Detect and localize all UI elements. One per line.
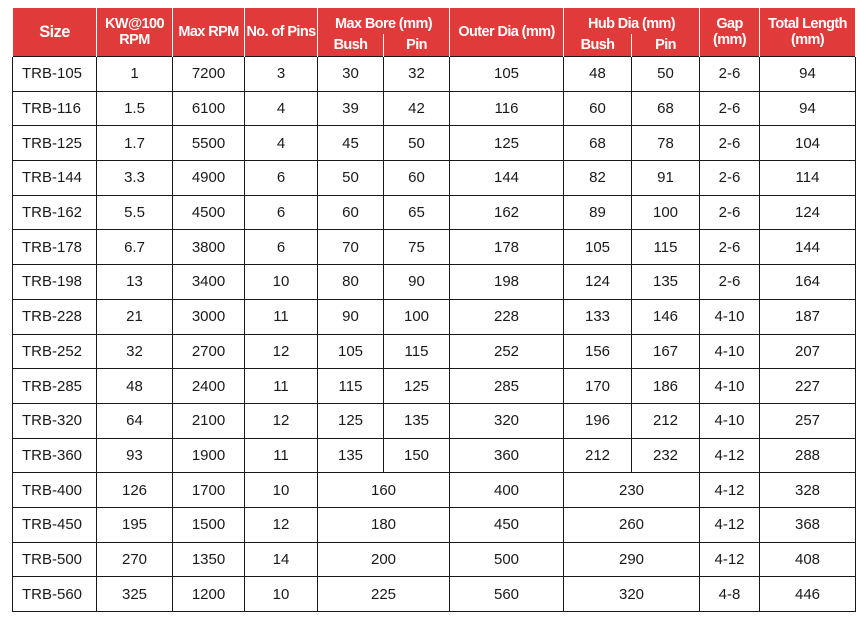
cell-size: TRB-285	[13, 369, 97, 404]
cell-size: TRB-360	[13, 438, 97, 473]
cell-outer-dia: 105	[450, 57, 564, 92]
cell-bore-bush: 90	[318, 299, 384, 334]
cell-max-rpm: 4900	[173, 161, 245, 196]
table-row	[13, 91, 856, 126]
cell-outer-dia: 198	[450, 265, 564, 300]
cell-bore-bush: 50	[318, 161, 384, 196]
table-row	[13, 161, 856, 196]
cell-max-bore: 225	[318, 577, 450, 612]
cell-pins: 10	[245, 265, 318, 300]
cell-size: TRB-105	[13, 57, 97, 92]
cell-hub-pin: 232	[632, 438, 700, 473]
cell-kw: 64	[97, 403, 173, 438]
cell-bore-pin: 60	[384, 161, 450, 196]
cell-bore-bush: 60	[318, 195, 384, 230]
cell-hub-bush: 105	[564, 230, 632, 265]
cell-hub-dia: 230	[564, 473, 700, 508]
cell-pins: 3	[245, 57, 318, 92]
cell-total-length: 446	[760, 577, 856, 612]
cell-hub-bush: 156	[564, 334, 632, 369]
cell-max-rpm: 2700	[173, 334, 245, 369]
cell-gap: 2-6	[700, 230, 760, 265]
cell-gap: 4-10	[700, 403, 760, 438]
cell-size: TRB-560	[13, 577, 97, 612]
cell-hub-pin: 68	[632, 91, 700, 126]
cell-outer-dia: 285	[450, 369, 564, 404]
header-outer-dia: Outer Dia (mm)	[450, 8, 564, 57]
cell-gap: 4-10	[700, 334, 760, 369]
cell-pins: 4	[245, 91, 318, 126]
cell-total-length: 144	[760, 230, 856, 265]
table-row	[13, 507, 856, 542]
cell-kw: 195	[97, 507, 173, 542]
cell-max-rpm: 6100	[173, 91, 245, 126]
cell-outer-dia: 320	[450, 403, 564, 438]
cell-size: TRB-125	[13, 126, 97, 161]
cell-total-length: 408	[760, 542, 856, 577]
header-size: Size	[13, 8, 97, 57]
header-bore-pin: Pin	[384, 34, 450, 57]
cell-bore-pin: 75	[384, 230, 450, 265]
table-body	[13, 57, 856, 612]
cell-size: TRB-400	[13, 473, 97, 508]
cell-max-rpm: 1500	[173, 507, 245, 542]
cell-pins: 6	[245, 161, 318, 196]
cell-bore-pin: 42	[384, 91, 450, 126]
cell-hub-bush: 212	[564, 438, 632, 473]
table-header	[13, 8, 856, 57]
table-row	[13, 299, 856, 334]
cell-kw: 6.7	[97, 230, 173, 265]
header-max-rpm: Max RPM	[173, 8, 245, 57]
cell-bore-bush: 115	[318, 369, 384, 404]
cell-hub-bush: 196	[564, 403, 632, 438]
cell-hub-pin: 100	[632, 195, 700, 230]
cell-gap: 4-10	[700, 369, 760, 404]
cell-gap: 2-6	[700, 57, 760, 92]
cell-bore-bush: 45	[318, 126, 384, 161]
table-row	[13, 577, 856, 612]
header-gap: Gap (mm)	[700, 8, 760, 57]
cell-hub-pin: 78	[632, 126, 700, 161]
cell-max-rpm: 1350	[173, 542, 245, 577]
cell-pins: 10	[245, 473, 318, 508]
cell-outer-dia: 400	[450, 473, 564, 508]
cell-max-rpm: 3000	[173, 299, 245, 334]
cell-bore-pin: 135	[384, 403, 450, 438]
cell-total-length: 227	[760, 369, 856, 404]
cell-pins: 11	[245, 299, 318, 334]
cell-outer-dia: 178	[450, 230, 564, 265]
cell-hub-dia: 290	[564, 542, 700, 577]
cell-gap: 4-12	[700, 542, 760, 577]
cell-gap: 2-6	[700, 161, 760, 196]
cell-hub-dia: 260	[564, 507, 700, 542]
cell-kw: 325	[97, 577, 173, 612]
cell-kw: 3.3	[97, 161, 173, 196]
cell-gap: 2-6	[700, 126, 760, 161]
cell-hub-dia: 320	[564, 577, 700, 612]
cell-bore-bush: 105	[318, 334, 384, 369]
cell-hub-pin: 115	[632, 230, 700, 265]
cell-outer-dia: 116	[450, 91, 564, 126]
cell-size: TRB-144	[13, 161, 97, 196]
cell-gap: 4-12	[700, 473, 760, 508]
cell-total-length: 124	[760, 195, 856, 230]
header-hub-dia: Hub Dia (mm)	[564, 8, 700, 34]
cell-hub-bush: 124	[564, 265, 632, 300]
cell-max-rpm: 1900	[173, 438, 245, 473]
cell-kw: 13	[97, 265, 173, 300]
cell-total-length: 288	[760, 438, 856, 473]
cell-bore-bush: 30	[318, 57, 384, 92]
cell-outer-dia: 162	[450, 195, 564, 230]
cell-pins: 12	[245, 334, 318, 369]
cell-outer-dia: 560	[450, 577, 564, 612]
cell-bore-pin: 150	[384, 438, 450, 473]
cell-outer-dia: 144	[450, 161, 564, 196]
cell-bore-pin: 100	[384, 299, 450, 334]
cell-max-bore: 200	[318, 542, 450, 577]
cell-total-length: 94	[760, 91, 856, 126]
cell-bore-pin: 125	[384, 369, 450, 404]
cell-gap: 2-6	[700, 195, 760, 230]
cell-gap: 2-6	[700, 265, 760, 300]
cell-size: TRB-228	[13, 299, 97, 334]
cell-max-bore: 160	[318, 473, 450, 508]
cell-size: TRB-162	[13, 195, 97, 230]
cell-outer-dia: 360	[450, 438, 564, 473]
cell-max-rpm: 5500	[173, 126, 245, 161]
header-hub-pin: Pin	[632, 34, 700, 57]
cell-bore-pin: 115	[384, 334, 450, 369]
cell-bore-pin: 50	[384, 126, 450, 161]
cell-max-rpm: 3800	[173, 230, 245, 265]
table-row	[13, 403, 856, 438]
cell-pins: 6	[245, 195, 318, 230]
cell-pins: 4	[245, 126, 318, 161]
cell-outer-dia: 125	[450, 126, 564, 161]
cell-kw: 126	[97, 473, 173, 508]
header-hub-bush: Bush	[564, 34, 632, 57]
cell-pins: 14	[245, 542, 318, 577]
cell-total-length: 164	[760, 265, 856, 300]
cell-total-length: 257	[760, 403, 856, 438]
cell-bore-bush: 39	[318, 91, 384, 126]
cell-hub-bush: 60	[564, 91, 632, 126]
cell-gap: 4-10	[700, 299, 760, 334]
table-row	[13, 334, 856, 369]
cell-kw: 48	[97, 369, 173, 404]
table-row	[13, 126, 856, 161]
cell-total-length: 104	[760, 126, 856, 161]
table-row	[13, 438, 856, 473]
cell-hub-pin: 212	[632, 403, 700, 438]
table-row	[13, 57, 856, 92]
cell-max-rpm: 1200	[173, 577, 245, 612]
cell-size: TRB-178	[13, 230, 97, 265]
cell-total-length: 328	[760, 473, 856, 508]
cell-size: TRB-500	[13, 542, 97, 577]
cell-bore-pin: 32	[384, 57, 450, 92]
cell-outer-dia: 500	[450, 542, 564, 577]
cell-max-bore: 180	[318, 507, 450, 542]
cell-pins: 10	[245, 577, 318, 612]
cell-max-rpm: 2400	[173, 369, 245, 404]
cell-pins: 11	[245, 369, 318, 404]
cell-max-rpm: 2100	[173, 403, 245, 438]
coupling-spec-table-container	[12, 8, 856, 612]
cell-total-length: 187	[760, 299, 856, 334]
cell-pins: 12	[245, 507, 318, 542]
cell-gap: 2-6	[700, 91, 760, 126]
cell-size: TRB-252	[13, 334, 97, 369]
table-row	[13, 265, 856, 300]
cell-bore-pin: 90	[384, 265, 450, 300]
header-pins: No. of Pins	[245, 8, 318, 57]
header-total-length: Total Length (mm)	[760, 8, 856, 57]
cell-size: TRB-450	[13, 507, 97, 542]
coupling-spec-table	[12, 8, 856, 612]
cell-total-length: 94	[760, 57, 856, 92]
cell-kw: 1	[97, 57, 173, 92]
cell-hub-bush: 133	[564, 299, 632, 334]
cell-bore-bush: 135	[318, 438, 384, 473]
cell-hub-bush: 89	[564, 195, 632, 230]
cell-max-rpm: 7200	[173, 57, 245, 92]
cell-pins: 11	[245, 438, 318, 473]
cell-hub-pin: 91	[632, 161, 700, 196]
cell-hub-pin: 135	[632, 265, 700, 300]
cell-bore-bush: 80	[318, 265, 384, 300]
table-row	[13, 542, 856, 577]
cell-outer-dia: 252	[450, 334, 564, 369]
cell-kw: 32	[97, 334, 173, 369]
cell-kw: 1.5	[97, 91, 173, 126]
cell-max-rpm: 3400	[173, 265, 245, 300]
cell-size: TRB-320	[13, 403, 97, 438]
cell-hub-bush: 170	[564, 369, 632, 404]
cell-hub-pin: 167	[632, 334, 700, 369]
cell-bore-pin: 65	[384, 195, 450, 230]
header-bore-bush: Bush	[318, 34, 384, 57]
cell-max-rpm: 4500	[173, 195, 245, 230]
cell-kw: 93	[97, 438, 173, 473]
cell-hub-bush: 68	[564, 126, 632, 161]
cell-gap: 4-12	[700, 507, 760, 542]
cell-pins: 12	[245, 403, 318, 438]
cell-gap: 4-8	[700, 577, 760, 612]
cell-total-length: 207	[760, 334, 856, 369]
cell-bore-bush: 125	[318, 403, 384, 438]
cell-size: TRB-116	[13, 91, 97, 126]
table-row	[13, 473, 856, 508]
cell-hub-pin: 50	[632, 57, 700, 92]
cell-bore-bush: 70	[318, 230, 384, 265]
cell-kw: 1.7	[97, 126, 173, 161]
cell-size: TRB-198	[13, 265, 97, 300]
header-max-bore: Max Bore (mm)	[318, 8, 450, 34]
cell-hub-pin: 186	[632, 369, 700, 404]
cell-outer-dia: 450	[450, 507, 564, 542]
cell-total-length: 114	[760, 161, 856, 196]
cell-hub-bush: 48	[564, 57, 632, 92]
table-row	[13, 195, 856, 230]
table-row	[13, 369, 856, 404]
cell-pins: 6	[245, 230, 318, 265]
header-kw: KW@100 RPM	[97, 8, 173, 57]
cell-max-rpm: 1700	[173, 473, 245, 508]
table-row	[13, 230, 856, 265]
cell-total-length: 368	[760, 507, 856, 542]
cell-hub-pin: 146	[632, 299, 700, 334]
cell-hub-bush: 82	[564, 161, 632, 196]
cell-gap: 4-12	[700, 438, 760, 473]
cell-outer-dia: 228	[450, 299, 564, 334]
cell-kw: 21	[97, 299, 173, 334]
cell-kw: 5.5	[97, 195, 173, 230]
cell-kw: 270	[97, 542, 173, 577]
